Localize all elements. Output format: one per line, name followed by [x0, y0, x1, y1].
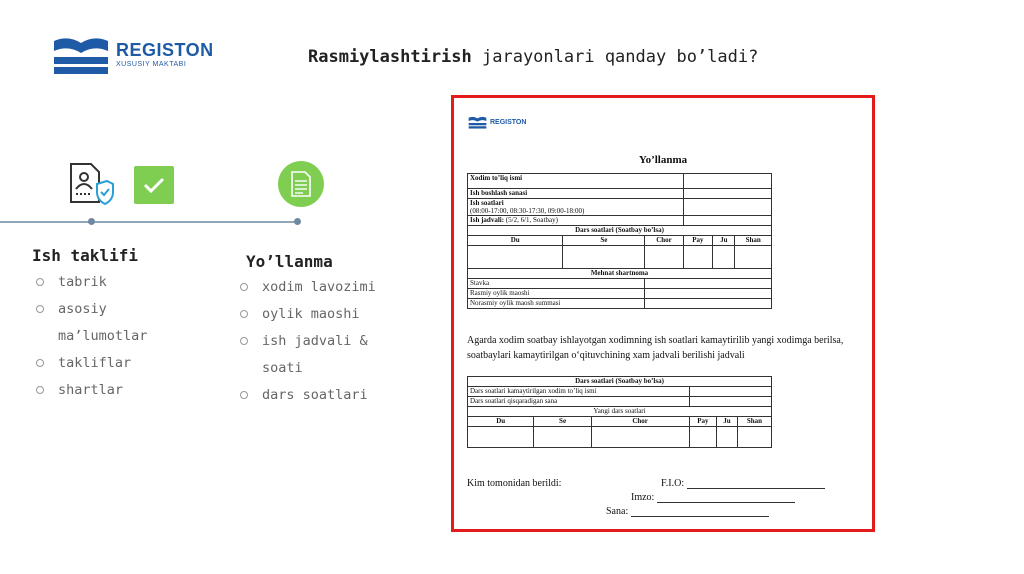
- brand-logo: [52, 33, 214, 75]
- bullet-icon: [36, 386, 44, 394]
- employee-info-table: Xodim to’liq ismi Ish boshlash sanasi Ish soatlari (08:00-17:00, 08:30-17:30, 09:00-18:00) Ish jadvali: (5/2, 6/1, Soatbay) Dars soatlari (Soatbay bo’lsa) Du Se Chor Pay Ju Shan Mehnat shartnoma Stavka Rasmiy oylik maoshi Norasmiy oylik maosh summasi: [467, 173, 772, 309]
- yollanma-document-preview: [451, 95, 875, 532]
- page-title: [308, 47, 758, 67]
- timeline-line: [0, 221, 298, 223]
- list-item: xodim lavozimi: [240, 274, 410, 301]
- bullet-icon: [240, 391, 248, 399]
- registon-logo-icon: [52, 33, 110, 75]
- list-item: takliflar: [36, 350, 186, 377]
- ish-taklifi-title: Ish taklifi: [32, 246, 138, 265]
- list-item: dars soatlari: [240, 382, 410, 409]
- sana-field: Sana:: [606, 506, 769, 517]
- checkmark-icon: [134, 166, 174, 204]
- imzo-field: Imzo:: [631, 492, 795, 503]
- yollanma-title: Yo’llanma: [246, 252, 333, 271]
- list-item: shartlar: [36, 377, 186, 404]
- document-icon: [278, 161, 324, 207]
- bullet-icon: [240, 337, 248, 345]
- yollanma-list: [240, 274, 410, 409]
- bullet-icon: [36, 359, 44, 367]
- title-rest: jarayonlari qanday bo’ladi?: [471, 47, 759, 67]
- doc-brand-name: REGISTON: [490, 118, 527, 126]
- reduced-hours-table: Dars soatlari (Soatbay bo’lsa) Dars soatlari kamaytirilgan xodim to’liq ismi Dars soatlari qisqaradigan sana Yangi dars soatlari Du Se Chor Pay Ju Shan: [467, 376, 772, 448]
- fio-field: F.I.O:: [661, 478, 825, 489]
- title-bold: Rasmiylashtirish: [308, 47, 472, 67]
- bullet-icon: [240, 283, 248, 291]
- bullet-icon: [36, 305, 44, 313]
- list-item: asosiy ma’lumotlar: [36, 296, 186, 350]
- document-shield-icon: [67, 162, 115, 210]
- bullet-icon: [36, 278, 44, 286]
- list-item: oylik maoshi: [240, 301, 410, 328]
- timeline-dot-1: [88, 218, 95, 225]
- registon-logo-icon: [468, 115, 487, 129]
- timeline-dot-2: [294, 218, 301, 225]
- doc-logo: [468, 115, 526, 129]
- given-by-label: Kim tomonidan berildi:: [467, 478, 562, 489]
- doc-paragraph: Agarda xodim soatbay ishlayotgan xodimning ish soatlari kamaytirilib yangi xodimga berilsa, soatbaylari kamaytirilgan o‘qituvchining xam jadvali berilishi jadvali: [467, 335, 844, 361]
- brand-subtitle: XUSUSIY MAKTABI: [116, 60, 187, 68]
- list-item: tabrik: [36, 269, 186, 296]
- ish-taklifi-list: [36, 269, 186, 404]
- bullet-icon: [240, 310, 248, 318]
- list-item: ish jadvali & soati: [240, 328, 410, 382]
- brand-name: REGISTON: [116, 39, 214, 60]
- doc-heading: Yo’llanma: [638, 154, 688, 166]
